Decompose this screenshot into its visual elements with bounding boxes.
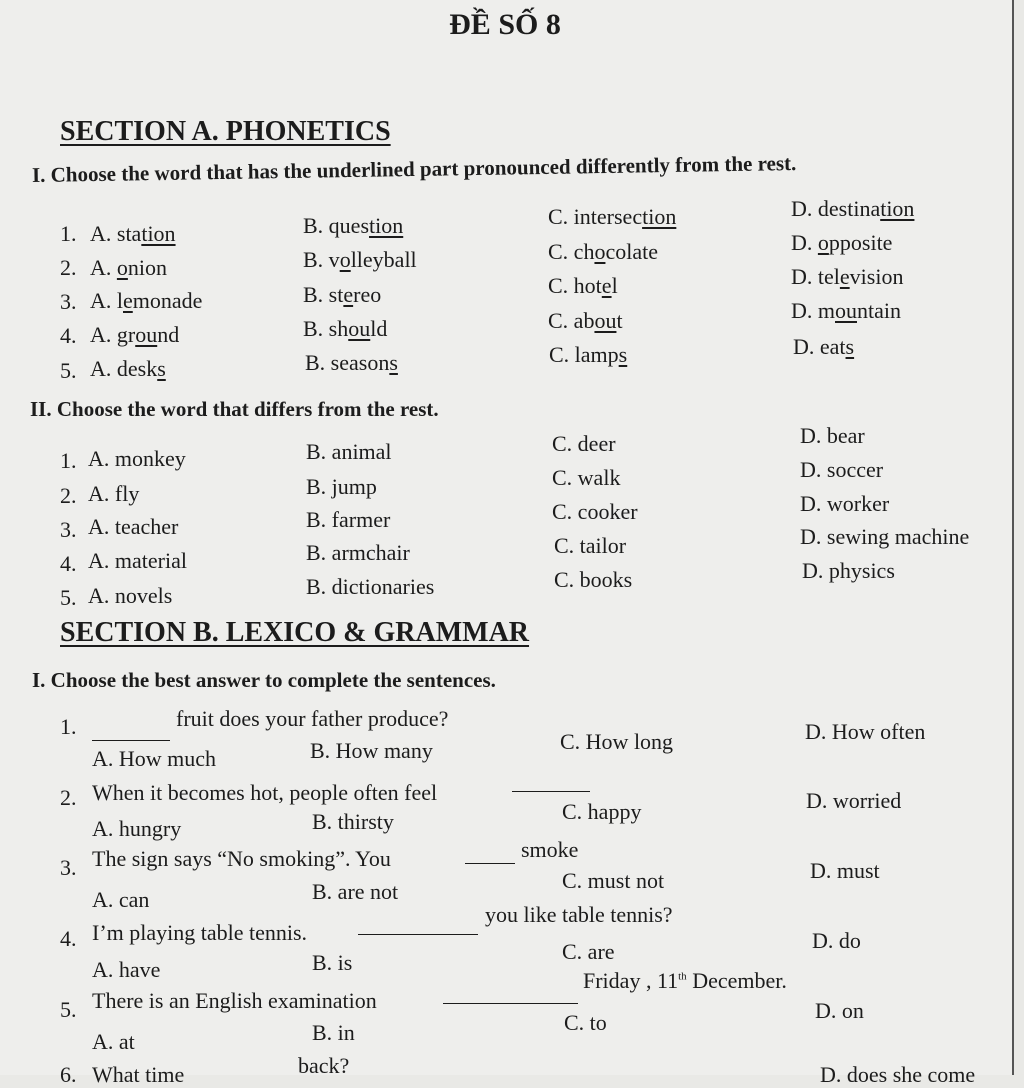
option-d: D. worker — [800, 491, 890, 516]
question-text: I’m playing table tennis. — [92, 920, 308, 945]
option-a: A. material — [88, 548, 187, 573]
option-c: C. books — [554, 567, 633, 592]
question-text-end: back? — [298, 1053, 350, 1078]
option-a: A. desks — [90, 356, 166, 381]
option-d: D. worried — [806, 788, 902, 813]
option-b: B. thirsty — [312, 809, 394, 834]
question-number: 3. — [60, 517, 77, 542]
question-number: 1. — [60, 714, 77, 739]
option-d: D. eats — [793, 334, 855, 359]
option-a: A. have — [92, 957, 161, 982]
section-b-part-i-instruction: I. Choose the best answer to complete the sentences. — [32, 668, 496, 692]
option-b: B. dictionaries — [306, 574, 435, 599]
question-number: 2. — [60, 785, 77, 810]
question-number: 4. — [60, 926, 77, 951]
question-number: 5. — [60, 358, 77, 383]
question-text: fruit does your father produce? — [176, 706, 449, 731]
option-d: D. physics — [802, 558, 895, 583]
option-d: D. How often — [805, 719, 926, 744]
question-number: 1. — [60, 221, 77, 246]
question-number: 1. — [60, 448, 77, 473]
option-b: B. in — [312, 1020, 355, 1045]
option-d: D. must — [810, 858, 880, 883]
option-d: D. on — [815, 998, 864, 1023]
question-number: 5. — [60, 997, 77, 1022]
question-text-end: you like table tennis? — [485, 902, 673, 927]
option-b: B. stereo — [303, 282, 382, 307]
option-d: D. sewing machine — [800, 524, 970, 549]
option-b: B. armchair — [306, 540, 410, 565]
answer-blank — [92, 722, 170, 746]
option-b: B. farmer — [306, 507, 391, 532]
option-c: C. intersection — [548, 204, 677, 229]
question-number: 2. — [60, 483, 77, 508]
section-a-part-ii-instruction: II. Choose the word that differs from the rest. — [30, 397, 439, 421]
section-a-part-i-instruction: I. Choose the word that has the underlined part pronounced differently from the rest. — [31, 150, 797, 187]
option-a: A. fly — [88, 481, 140, 506]
option-c: C. chocolate — [548, 239, 658, 264]
question-number: 2. — [60, 255, 77, 280]
option-d: D. television — [791, 264, 904, 289]
option-b: B. is — [312, 950, 353, 975]
option-c: C. are — [562, 939, 615, 964]
option-c: C. tailor — [554, 533, 627, 558]
option-a: A. lemonade — [90, 288, 203, 313]
option-a: A. novels — [88, 583, 173, 608]
option-b: B. are not — [312, 879, 399, 904]
question-text: The sign says “No smoking”. You — [92, 846, 391, 871]
question-number: 5. — [60, 585, 77, 610]
option-d: D. bear — [800, 423, 865, 448]
option-d: D. does she come — [820, 1062, 976, 1087]
answer-blank — [512, 773, 590, 797]
question-text: There is an English examination — [92, 988, 377, 1013]
question-text-end: smoke — [521, 837, 579, 862]
option-a: A. hungry — [92, 816, 182, 841]
option-b: B. question — [303, 213, 404, 238]
option-c: C. happy — [562, 799, 642, 824]
option-a: A. How much — [92, 746, 217, 771]
option-d: D. soccer — [800, 457, 884, 482]
option-b: B. jump — [306, 474, 377, 499]
option-a: A. station — [90, 221, 176, 246]
question-text: When it becomes hot, people often feel — [92, 780, 438, 805]
option-b: B. volleyball — [303, 247, 417, 272]
option-c: C. must not — [562, 868, 665, 893]
question-number: 3. — [60, 289, 77, 314]
answer-blank — [358, 916, 478, 940]
option-b: B. should — [303, 316, 388, 341]
question-text: What time — [92, 1062, 185, 1087]
option-a: A. onion — [90, 255, 168, 280]
option-c: C. cooker — [552, 499, 638, 524]
option-d: D. opposite — [791, 230, 893, 255]
answer-blank — [465, 845, 515, 869]
page-title: ĐỀ SỐ 8 — [449, 8, 561, 41]
option-b: B. animal — [306, 439, 392, 464]
option-d: D. mountain — [791, 298, 901, 323]
option-c: C. lamps — [549, 342, 628, 367]
question-number: 3. — [60, 855, 77, 880]
option-a: A. teacher — [88, 514, 179, 539]
option-c: C. How long — [560, 729, 674, 754]
option-c: C. deer — [552, 431, 616, 456]
answer-blank — [443, 985, 578, 1009]
option-c: C. to — [564, 1010, 607, 1035]
option-d: D. destination — [791, 196, 915, 221]
option-a: A. monkey — [88, 446, 186, 471]
option-a: A. can — [92, 887, 150, 912]
option-c: C. hotel — [548, 273, 618, 298]
option-c: C. walk — [552, 465, 621, 490]
option-a: A. at — [92, 1029, 135, 1054]
section-a-heading: SECTION A. PHONETICS — [60, 116, 391, 147]
option-c: C. about — [548, 308, 623, 333]
question-number: 4. — [60, 551, 77, 576]
option-b: B. How many — [310, 738, 433, 763]
option-a: A. ground — [90, 322, 180, 347]
option-b: B. seasons — [305, 350, 398, 375]
question-number: 4. — [60, 323, 77, 348]
section-b-heading: SECTION B. LEXICO & GRAMMAR — [60, 617, 530, 648]
question-text-end: Friday , 11th December. — [583, 968, 787, 993]
question-number: 6. — [60, 1062, 77, 1087]
option-d: D. do — [812, 928, 861, 953]
